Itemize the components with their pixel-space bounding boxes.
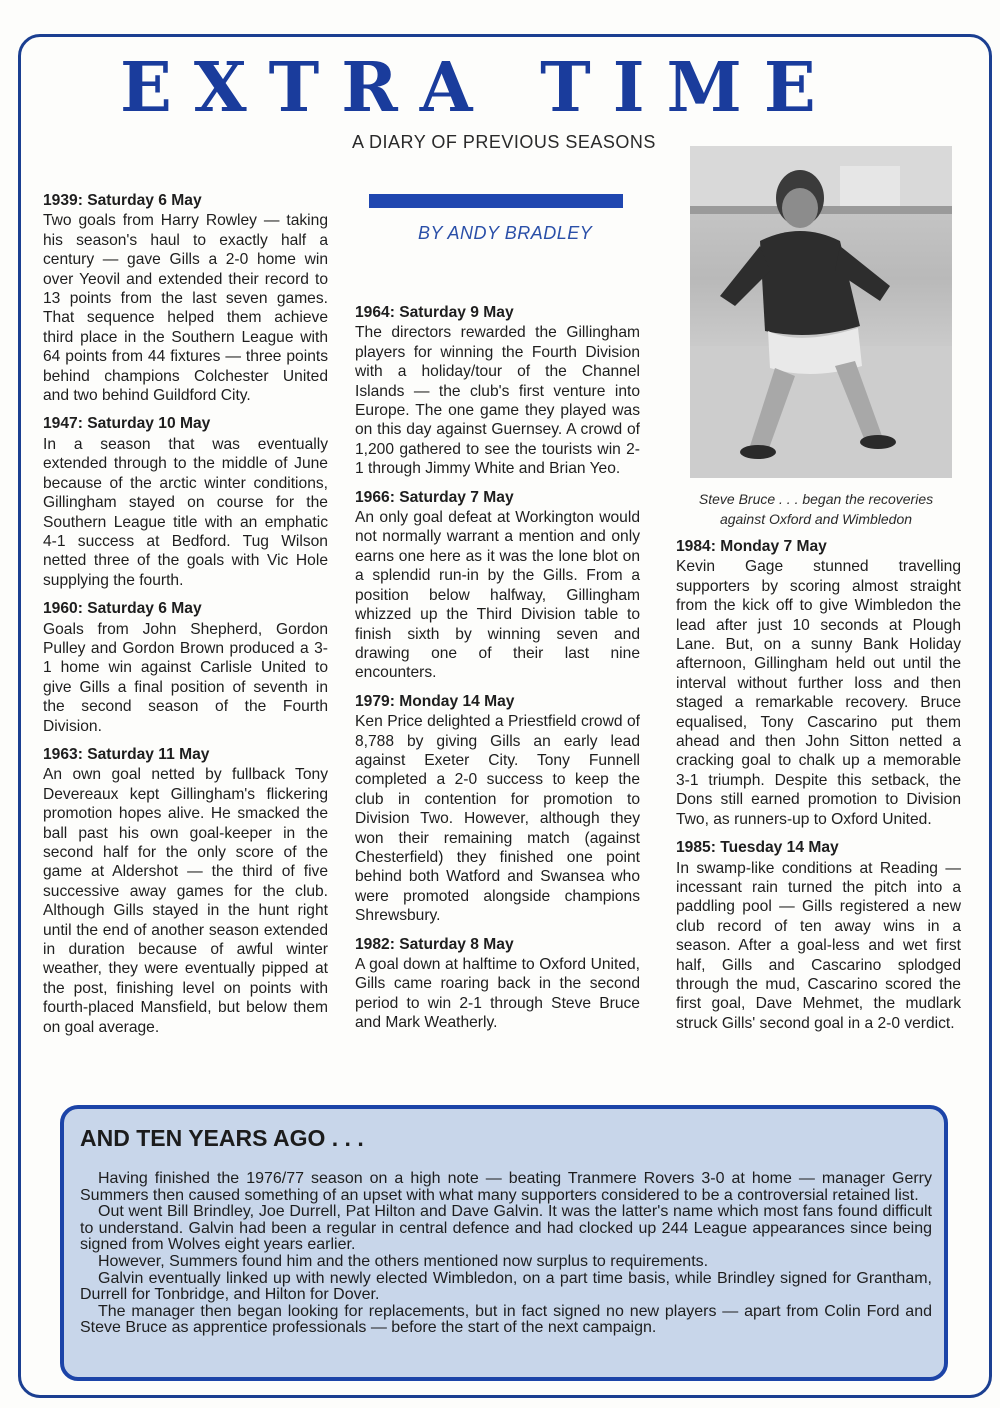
entry-text: The directors rewarded the Gillingham players for winning the Fourth Division with a holiday/tour of the Channel Islands — the club's first venture into Europe. The one game they played was on this day against Guernsey. A crowd of 1,200 gathered to see the tourists win 2-1 through Jimmy White and Brian Yeo.	[355, 324, 640, 478]
entry-heading: 1979: Monday 14 May	[355, 692, 515, 710]
entry-heading: 1939: Saturday 6 May	[43, 192, 202, 209]
entry-text: Ken Price delighted a Priestfield crowd of 8,788 by giving Gills an early lead against Exeter City. Tony Funnell completed a 2-0 success to keep the club in contention for promotion to Division Two. However, although they won their remaining match (against Chesterfield) they finished one point behind both Watford and Swansea who were promoted alongside champions Shrewsbury.	[355, 713, 640, 925]
entry-heading: 1985: Tuesday 14 May	[676, 839, 839, 857]
page-title: EXTRA TIME	[120, 48, 838, 128]
ten-years-text	[80, 1171, 932, 1337]
paragraph: The manager then began looking for replacements, but in fact signed no new players — apart from Colin Ford and Steve Bruce as apprentice professionals — before the start of the next campaign.	[80, 1302, 932, 1337]
player-silhouette-icon	[690, 146, 952, 478]
divider-bar	[369, 194, 623, 208]
entry-heading: 1982: Saturday 8 May	[355, 935, 514, 953]
ten-years-heading: AND TEN YEARS AGO . . .	[80, 1125, 364, 1151]
entry-heading: 1984: Monday 7 May	[676, 538, 827, 555]
entry-heading: 1960: Saturday 6 May	[43, 600, 202, 618]
entry-heading: 1947: Saturday 10 May	[43, 415, 211, 433]
column-middle	[355, 303, 640, 1042]
entry-text: In swamp-like conditions at Reading — incessant rain turned the pitch into a paddling pool — Gills registered a new club record of ten away wins in a season. After a goal-less and wet first half, Gills and Cascarino splodged through the mud, Cascarino scored the first goal, Dave Mehmet, the mudlark struck Gills' second goal in a 2-0 verdict.	[676, 859, 961, 1032]
paragraph: However, Summers found him and the others mentioned now surplus to requirements.	[98, 1252, 709, 1270]
entry-text: Two goals from Harry Rowley — taking his season's haul to exactly half a century — gave Gills a 2-0 home win over Yeovil and extended their record to 13 points from the last seven games. That sequence helped them achieve third place in the Southern League with 64 points from 44 fixtures — three points behind champions Colchester United and two behind Guildford City.	[43, 212, 328, 405]
paragraph: Out went Bill Brindley, Joe Durrell, Pat Hilton and Dave Galvin. It was the latter's name which most fans found difficult to understand. Galvin had been a regular in central defence and had clocked up 244 League appearances since being signed from Wolves eight years earlier.	[80, 1203, 932, 1254]
entry-heading: 1964: Saturday 9 May	[355, 304, 514, 321]
entry-text: An own goal netted by fullback Tony Devereaux kept Gillingham's flickering promotion hopes alive. He smacked the ball past his own goal-keeper in the second half for the only score of the game at Aldershot — the third of five successive away games for the club. Although Gills stayed in the hunt right until the end of another season extended in duration because of awful winter weather, they were eventually pipped at the post, finishing level on points with fourth-placed Mansfield, but below them on goal average.	[43, 766, 328, 1036]
entry-text: Kevin Gage stunned travelling supporters by scoring almost straight from the kick off to give Wimbledon the lead after just 10 seconds at Plough Lane. But, on a sunny Bank Holiday afternoon, Gillingham held out until the interval without further loss and then staged a remarkable recovery. Bruce equalised, Tony Cascarino put them ahead and then John Sitton netted a cracking goal to chalk up a memorable 3-1 triumph. Despite this setback, the Dons still earned promotion to Division Two, as runners-up to Oxford United.	[676, 558, 961, 828]
paragraph: Having finished the 1976/77 season on a high note — beating Tranmere Rovers 3-0 at home — manager Gerry Summers then caused something of an upset with what many supporters considered to be a controversial retained list.	[80, 1170, 932, 1204]
entry-heading: 1963: Saturday 11 May	[43, 745, 210, 763]
column-left	[43, 191, 328, 1046]
entry-text: Goals from John Shepherd, Gordon Pulley and Gordon Brown produced a 3-1 home win against Carlisle United to give Gills a final position of seventh in the second season of the Fourth Division.	[43, 620, 328, 735]
photo-caption: Steve Bruce . . . began the recoveries against Oxford and Wimbledon	[698, 491, 934, 527]
ten-years-ago-box	[60, 1105, 948, 1381]
byline: BY ANDY BRADLEY	[418, 223, 593, 243]
column-right	[676, 537, 961, 1042]
player-photo	[690, 146, 952, 478]
entry-text: An only goal defeat at Workington would not normally warrant a mention and only earns one here as it was the lone blot on a splendid run-in by the Gills. From a position below halfway, Gillingham whizzed up the Third Division table to finish sixth by winning seven and drawing one of their last nine encounters.	[355, 509, 640, 682]
entry-heading: 1966: Saturday 7 May	[355, 488, 514, 506]
entry-text: In a season that was eventually extended through to the middle of June because of the arctic winter conditions, Gillingham stayed on course for the Southern League title with an emphatic 4-1 success at Bedford. Tug Wilson netted three of the goals with Vic Hole supplying the fourth.	[43, 435, 328, 589]
entry-text: A goal down at halftime to Oxford United, Gills came roaring back in the second period to win 2-1 through Steve Bruce and Mark Weatherly.	[355, 956, 640, 1032]
paragraph: Galvin eventually linked up with newly elected Wimbledon, on a part time basis, while Brindley signed for Grantham, Durrell for Tonbridge, and Hilton for Dover.	[80, 1269, 932, 1304]
page-subtitle: A DIARY OF PREVIOUS SEASONS	[352, 132, 656, 152]
